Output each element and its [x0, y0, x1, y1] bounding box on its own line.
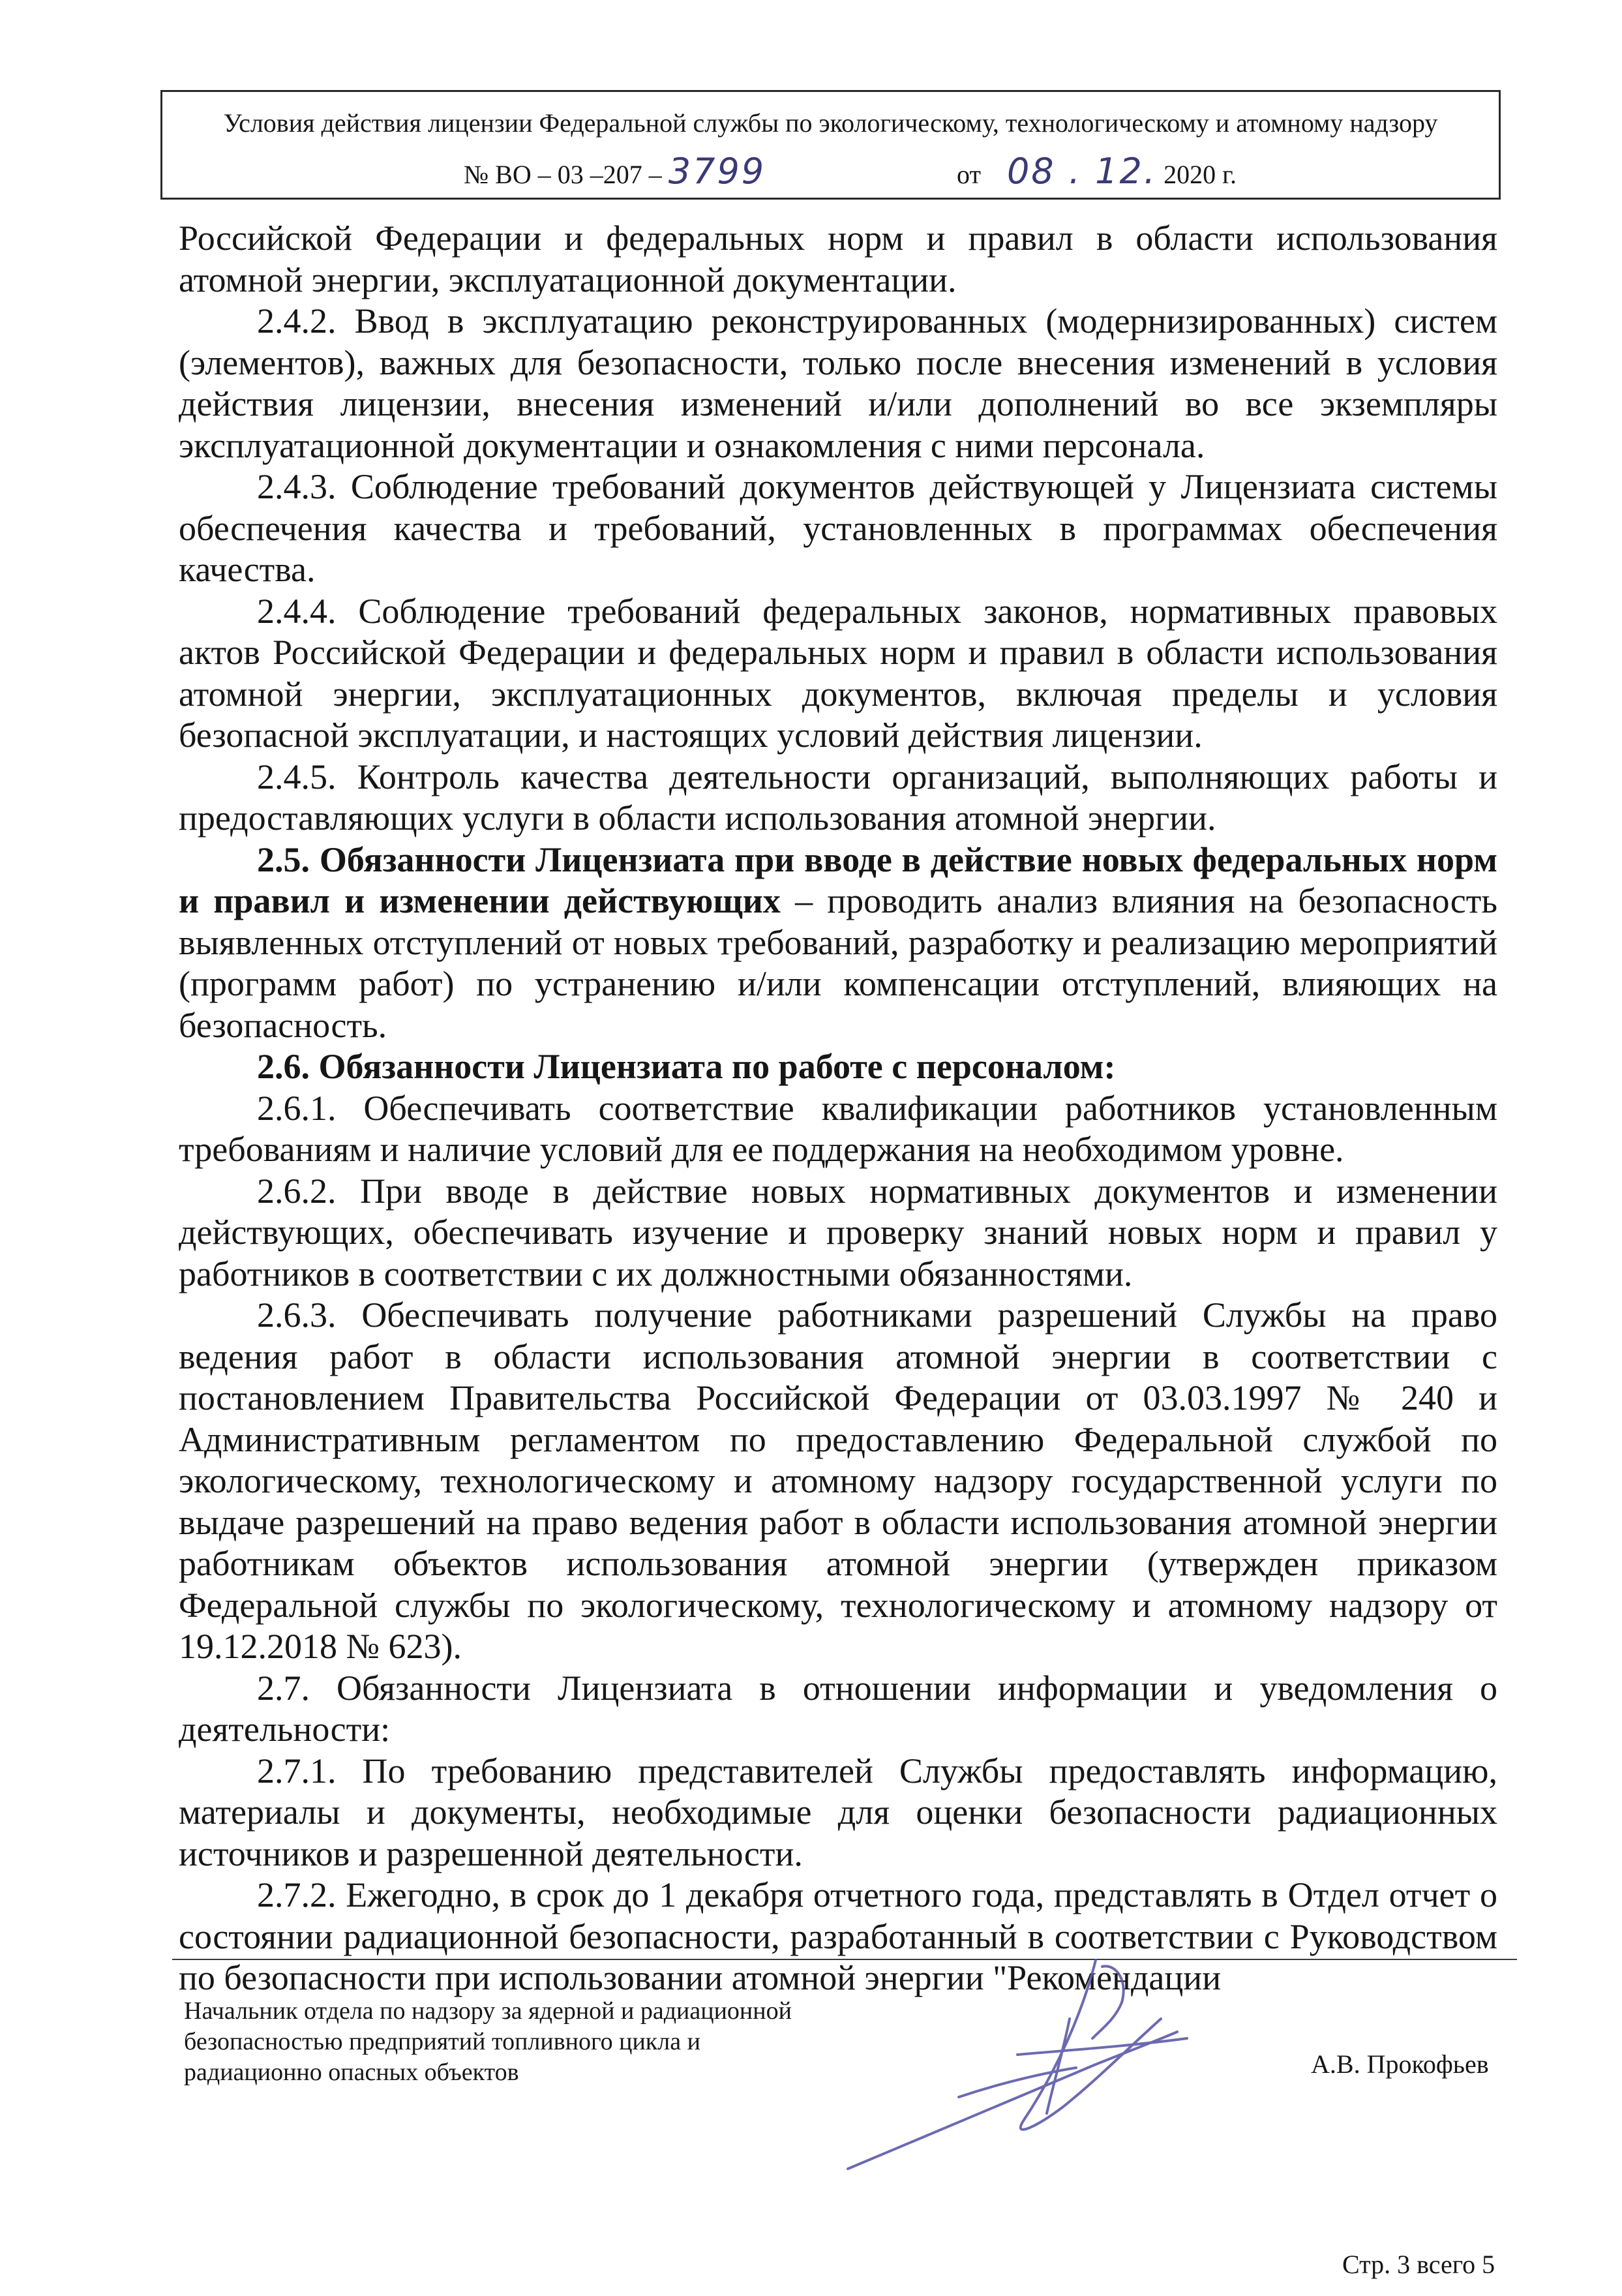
paragraph-2-6-1: 2.6.1. Обеспечивать соответствие квалификации работников установленным требованиям и наличие условий для ее поддержания на необходимом уровне. — [179, 1088, 1497, 1169]
paragraph-2-4-3: 2.4.3. Соблюдение требований документов действующей у Лицензиата системы обеспечения качества и требований, установленных в программах обеспечения качества. — [179, 467, 1497, 589]
paragraph-2-7-1: 2.7.1. По требованию представителей Службы предоставлять информацию, материалы и документы, необходимые для оценки безопасности радиационных источников и разрешенной деятельности. — [179, 1751, 1497, 1873]
paragraph-2-5-text: – проводить анализ влияния на безопасность выявленных отступлений от новых требований, разработку и реализацию мероприятий (программ работ) по устранению и/или компенсации отступлений, влияющих на безопасность. — [179, 881, 1497, 1045]
license-number-handwritten: 3799 — [668, 151, 766, 192]
license-header-box — [160, 90, 1501, 200]
signatory-position-line-2: безопасностью предприятий топливного цикла и — [184, 2028, 700, 2055]
license-number-line — [162, 152, 1499, 191]
license-number — [464, 152, 766, 194]
license-date: от 08 . 12. 2020 г. — [957, 151, 1237, 192]
paragraph-2-6-3: 2.6.3. Обеспечивать получение работниками разрешений Службы на право ведения работ в области использования атомной энергии в соответствии с постановлением Правительства Российской Федерации от 03.03.1997 № 240 и Административным регламентом по предоставлению Федеральной службой по экологическому, технологическому и атомному надзору государственной услуги по выдаче разрешений на право ведения работ в области использования атомной энергии работникам объектов использования атомной энергии (утвержден приказом Федеральной службы по экологическому, технологическому и атомному надзору от 19.12.2018 № 623). — [179, 1295, 1497, 1666]
section-2-6-heading: 2.6. Обязанности Лицензиата по работе с персоналом: — [257, 1047, 1116, 1086]
paragraph-2-4-4: 2.4.4. Соблюдение требований федеральных законов, нормативных правовых актов Российской Федерации и федеральных норм и правил в области использования атомной энергии, эксплуатационных документов, включая пределы и условия безопасной эксплуатации, и настоящих условий действия лицензии. — [179, 591, 1497, 755]
license-date-month: 12 — [1095, 151, 1144, 192]
paragraph-2-5 — [179, 839, 1497, 1047]
signatory-position-line-1: Начальник отдела по надзору за ядерной и радиационной — [184, 1997, 792, 2025]
paragraph-2-4-5: 2.4.5. Контроль качества деятельности организаций, выполняющих работы и предоставляющих услуги в области использования атомной энергии. — [179, 757, 1497, 838]
paragraph-2-7-2: 2.7.2. Ежегодно, в срок до 1 декабря отчетного года, представлять в Отдел отчет о состоянии радиационной безопасности, разработанный в соответствии с Руководством по безопасности при использовании атомной энергии "Рекомендации — [179, 1875, 1497, 1997]
license-date-year: 2020 г. — [1164, 160, 1237, 189]
paragraph-2-7: 2.7. Обязанности Лицензиата в отношении информации и уведомления о деятельности: — [179, 1668, 1497, 1749]
document-body — [179, 218, 1497, 1999]
license-number-prefix: № ВО – 03 –207 – — [464, 160, 662, 189]
license-header-title: Условия действия лицензии Федеральной службы по экологическому, технологическому и атомному надзору — [223, 108, 1438, 138]
signatory-position-line-3: радиационно опасных объектов — [184, 2059, 519, 2086]
paragraph-2-6-2: 2.6.2. При вводе в действие новых нормативных документов и изменении действующих, обеспечивать изучение и проверку знаний новых норм и правил у работников в соответствии с их должностными обязанностями. — [179, 1171, 1497, 1293]
paragraph-2-4-2: 2.4.2. Ввод в эксплуатацию реконструированных (модернизированных) систем (элементов), важных для безопасности, только после внесения изменений в условия действия лицензии, внесения изменений и/или дополнений во все экземпляры эксплуатационной документации и ознакомления с ними персонала. — [179, 301, 1497, 465]
paragraph-2-5-heading: 2.5. Обязанности Лицензиата при вводе в действие новых федеральных норм и правил и изменении действующих — [179, 839, 1497, 920]
signatory-name: А.В. Прокофьев — [1311, 2049, 1489, 2079]
paragraph-continuation: Российской Федерации и федеральных норм и правил в области использования атомной энергии, эксплуатационной документации. — [179, 219, 1497, 299]
handwritten-signature — [822, 1941, 1226, 2188]
license-date-day: 08 — [1006, 151, 1056, 192]
page-number: Стр. 3 всего 5 — [1342, 2250, 1495, 2279]
license-date-prefix: от — [957, 160, 981, 189]
